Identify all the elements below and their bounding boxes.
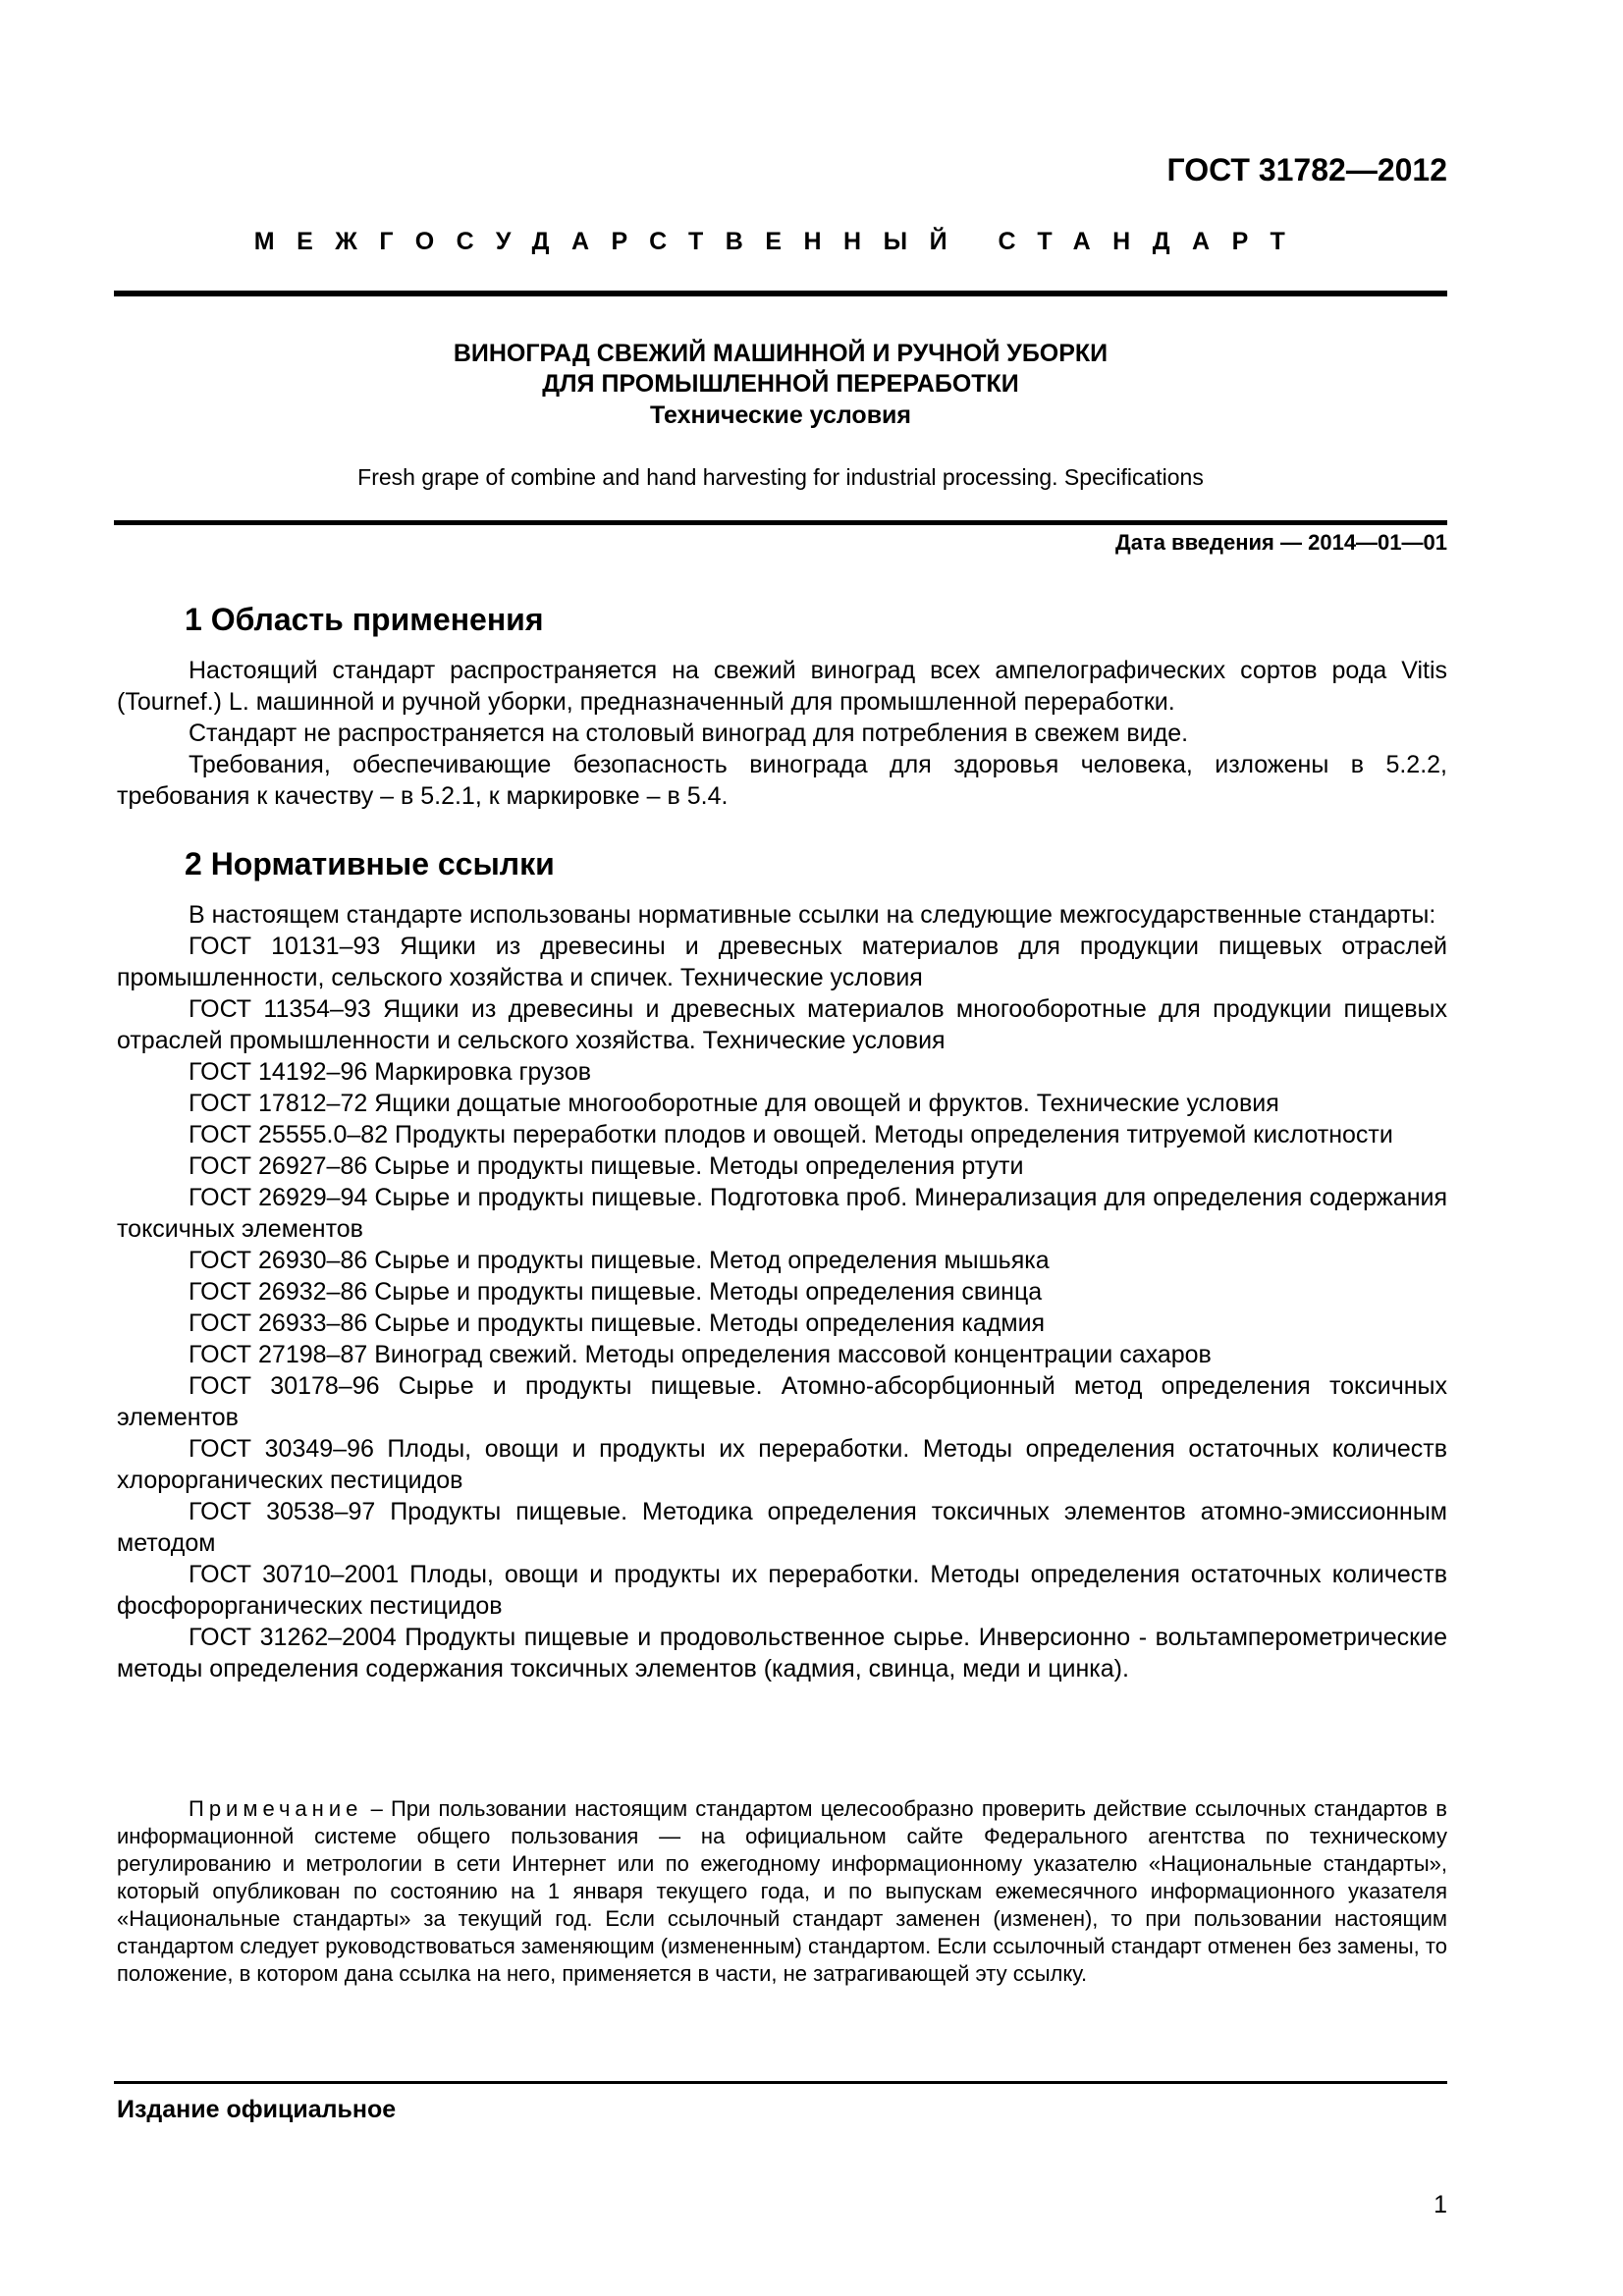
title-line-1: ВИНОГРАД СВЕЖИЙ МАШИННОЙ И РУЧНОЙ УБОРКИ <box>453 340 1109 367</box>
reference-item: ГОСТ 26930–86 Сырье и продукты пищевые. Метод определения мышьяка <box>189 1247 1050 1274</box>
section-1-heading: 1 Область применения <box>185 602 544 637</box>
title-rule <box>114 520 1447 525</box>
reference-item: ГОСТ 31262–2004 Продукты пищевые и продовольственное сырье. Инверсионно - вольтамперометрические методы определения содержания токсичных элементов (кадмия, свинца, меди и цинка). <box>117 1624 1447 1682</box>
title-line-2: ДЛЯ ПРОМЫШЛЕННОЙ ПЕРЕРАБОТКИ <box>542 370 1019 398</box>
reference-item: ГОСТ 30349–96 Плоды, овощи и продукты их переработки. Методы определения остаточных количеств хлорорганических пестицидов <box>117 1435 1447 1494</box>
reference-item: ГОСТ 25555.0–82 Продукты переработки плодов и овощей. Методы определения титруемой кислотности <box>189 1121 1393 1148</box>
reference-item: ГОСТ 27198–87 Виноград свежий. Методы определения массовой концентрации сахаров <box>189 1341 1212 1368</box>
note-label: Примечание <box>189 1796 363 1821</box>
reference-item: ГОСТ 30538–97 Продукты пищевые. Методика определения токсичных элементов атомно-эмиссионным методом <box>117 1498 1447 1557</box>
note-paragraph <box>117 1795 1447 1988</box>
section-1-paragraph: Стандарт не распространяется на столовый виноград для потребления в свежем виде. <box>189 720 1189 747</box>
title-line-3: Технические условия <box>649 401 912 429</box>
page-number: 1 <box>1434 2191 1447 2218</box>
reference-item: ГОСТ 14192–96 Маркировка грузов <box>189 1058 592 1086</box>
title-english: Fresh grape of combine and hand harvesting for industrial processing. Specifications <box>357 464 1204 490</box>
reference-item: ГОСТ 26929–94 Сырье и продукты пищевые. Подготовка проб. Минерализация для определения содержания токсичных элементов <box>117 1184 1447 1243</box>
reference-item: ГОСТ 10131–93 Ящики из древесины и древесных материалов для продукции пищевых отраслей промышленности, сельского хозяйства и спичек. Технические условия <box>117 933 1447 991</box>
references-intro: В настоящем стандарте использованы нормативные ссылки на следующие межгосударственные стандарты: <box>189 901 1436 929</box>
note-text: – При пользовании настоящим стандартом целесообразно проверить действие ссылочных стандартов в информационной системе общего пользования — на официальном сайте Федерального агентства по техническому регулированию и метрологии в сети Интернет или по ежегодному информационному указателю «Национальные стандарты», который опубликован по состоянию на 1 января текущего года, и по выпускам ежемесячного информационного указателя «Национальные стандарты» за текущий год. Если ссылочный стандарт заменен (изменен), то при пользовании настоящим стандартом следует руководствоваться заменяющим (измененным) стандартом. Если ссылочный стандарт отменен без замены, то положение, в котором дана ссылка на него, применяется в части, не затрагивающей эту ссылку. <box>117 1796 1447 1986</box>
interstate-standard-label: МЕЖГОСУДАРСТВЕННЫЙ СТАНДАРТ <box>253 228 1308 255</box>
reference-item: ГОСТ 11354–93 Ящики из древесины и древесных материалов многооборотные для продукции пищевых отраслей промышленности и сельского хозяйства. Технические условия <box>117 995 1447 1054</box>
official-edition-label: Издание официальное <box>117 2096 397 2123</box>
section-1-paragraph: Настоящий стандарт распространяется на свежий виноград всех ампелографических сортов рода Vitis (Tournef.) L. машинной и ручной уборки, предназначенный для промышленной переработки. <box>117 657 1447 716</box>
section-2-heading: 2 Нормативные ссылки <box>185 846 555 881</box>
reference-item: ГОСТ 26932–86 Сырье и продукты пищевые. Методы определения свинца <box>189 1278 1043 1306</box>
standard-code: ГОСТ 31782—2012 <box>1166 152 1447 187</box>
reference-item: ГОСТ 30178–96 Сырье и продукты пищевые. Атомно-абсорбционный метод определения токсичных элементов <box>117 1372 1447 1431</box>
reference-item: ГОСТ 30710–2001 Плоды, овощи и продукты их переработки. Методы определения остаточных количеств фосфорорганических пестицидов <box>117 1561 1447 1620</box>
header-rule <box>114 291 1447 296</box>
footer-rule <box>114 2081 1447 2084</box>
reference-item: ГОСТ 26927–86 Сырье и продукты пищевые. Методы определения ртути <box>189 1152 1024 1180</box>
reference-item: ГОСТ 26933–86 Сырье и продукты пищевые. Методы определения кадмия <box>189 1309 1046 1337</box>
introduction-date: Дата введения — 2014—01—01 <box>1115 530 1447 555</box>
section-1-paragraph: Требования, обеспечивающие безопасность винограда для здоровья человека, изложены в 5.2.2, требования к качеству – в 5.2.1, к маркировке – в 5.4. <box>117 751 1447 810</box>
references-block <box>117 899 1447 1684</box>
reference-item: ГОСТ 17812–72 Ящики дощатые многооборотные для овощей и фруктов. Технические условия <box>189 1090 1279 1117</box>
